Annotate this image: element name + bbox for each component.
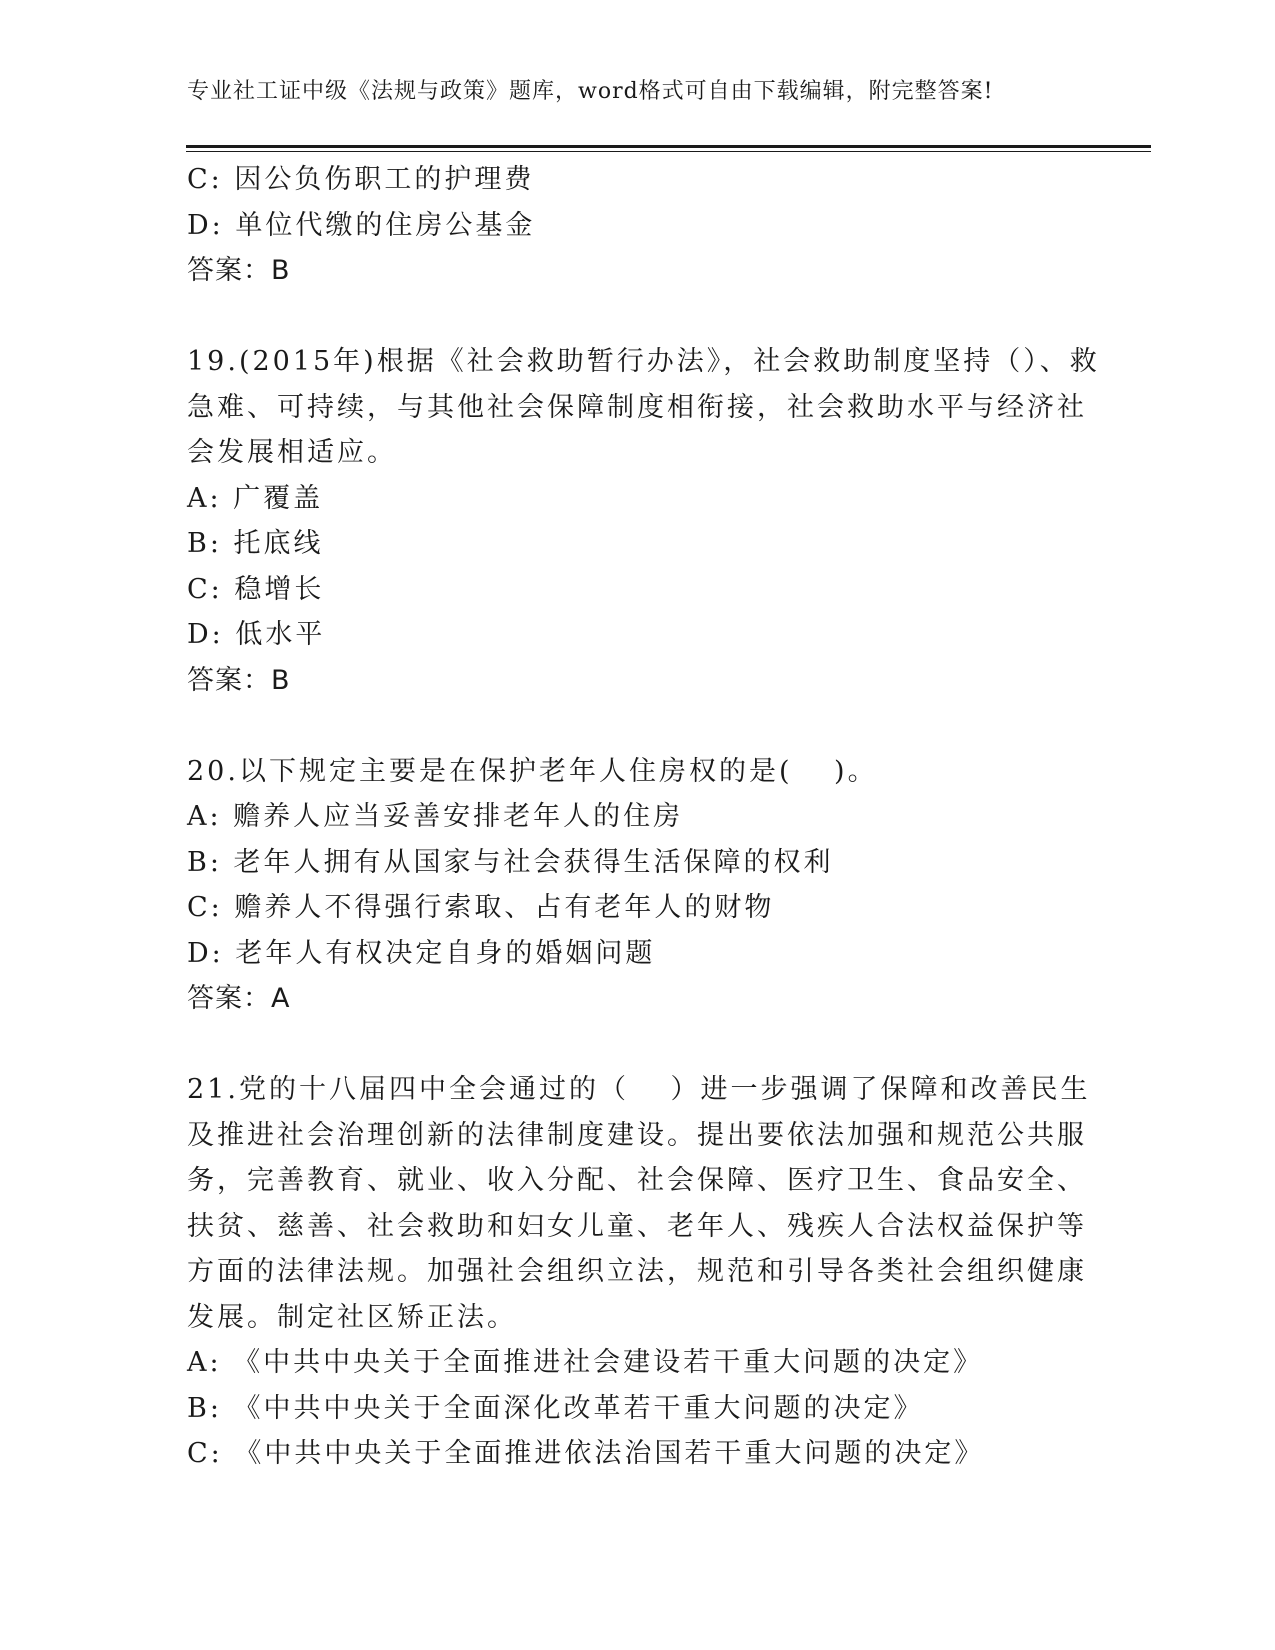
option-line: C: 稳增长 xyxy=(187,573,325,605)
option-line: B: 老年人拥有从国家与社会获得生活保障的权利 xyxy=(187,846,834,878)
question-stem-line: 会发展相适应。 xyxy=(187,437,397,468)
option-line: B: 《中共中央关于全面深化改革若干重大问题的决定》 xyxy=(187,1392,924,1424)
question-21 xyxy=(187,1067,1091,1477)
question-20 xyxy=(187,749,1087,1022)
option-line: C: 因公负伤职工的护理费 xyxy=(187,164,535,195)
question-stem-line: 方面的法律法规。加强社会组织立法，规范和引导各类社会组织健康 xyxy=(187,1256,1087,1287)
question-stem-line: 发展。制定社区矫正法。 xyxy=(187,1301,517,1333)
option-line: D: 单位代缴的住房公基金 xyxy=(187,209,536,241)
answer-line: 答案：B xyxy=(187,664,291,696)
question-stem-line: 19.(2015年)根据《社会救助暂行办法》，社会救助制度坚持（）、救 xyxy=(187,346,1100,377)
question-stem-line: 及推进社会治理创新的法律制度建设。提出要依法加强和规范公共服 xyxy=(187,1119,1087,1151)
page-header-title: 专业社工证中级《法规与政策》题库，word格式可自由下载编辑，附完整答案! xyxy=(187,79,994,104)
question-stem-line: 扶贫、慈善、社会救助和妇女儿童、老年人、残疾人合法权益保护等 xyxy=(187,1210,1087,1242)
option-line: A: 广覆盖 xyxy=(187,482,324,514)
header-rule-thin xyxy=(186,151,1151,152)
option-line: D: 老年人有权决定自身的婚姻问题 xyxy=(187,937,656,969)
question-19 xyxy=(187,339,1100,703)
question-stem-line: 务，完善教育、就业、收入分配、社会保障、医疗卫生、食品安全、 xyxy=(187,1165,1087,1196)
option-line: C: 《中共中央关于全面推进依法治国若干重大问题的决定》 xyxy=(187,1438,985,1469)
answer-line: 答案：A xyxy=(187,983,291,1014)
option-line: B: 托底线 xyxy=(187,528,324,559)
question-content xyxy=(187,157,1100,1477)
question-stem-line: 20.以下规定主要是在保护老年人住房权的是( )。 xyxy=(187,755,878,787)
header-rule-thick xyxy=(186,145,1151,148)
option-line: D: 低水平 xyxy=(187,619,326,650)
option-line: C: 赡养人不得强行索取、占有老年人的财物 xyxy=(187,892,775,923)
question-stem-line: 21.党的十八届四中全会通过的（ ）进一步强调了保障和改善民生 xyxy=(187,1074,1091,1105)
answer-line: 答案：B xyxy=(187,255,291,286)
option-line: A: 赡养人应当妥善安排老年人的住房 xyxy=(187,801,684,832)
question-stem-line: 急难、可持续，与其他社会保障制度相衔接，社会救助水平与经济社 xyxy=(187,391,1087,423)
option-line: A: 《中共中央关于全面推进社会建设若干重大问题的决定》 xyxy=(187,1347,984,1378)
